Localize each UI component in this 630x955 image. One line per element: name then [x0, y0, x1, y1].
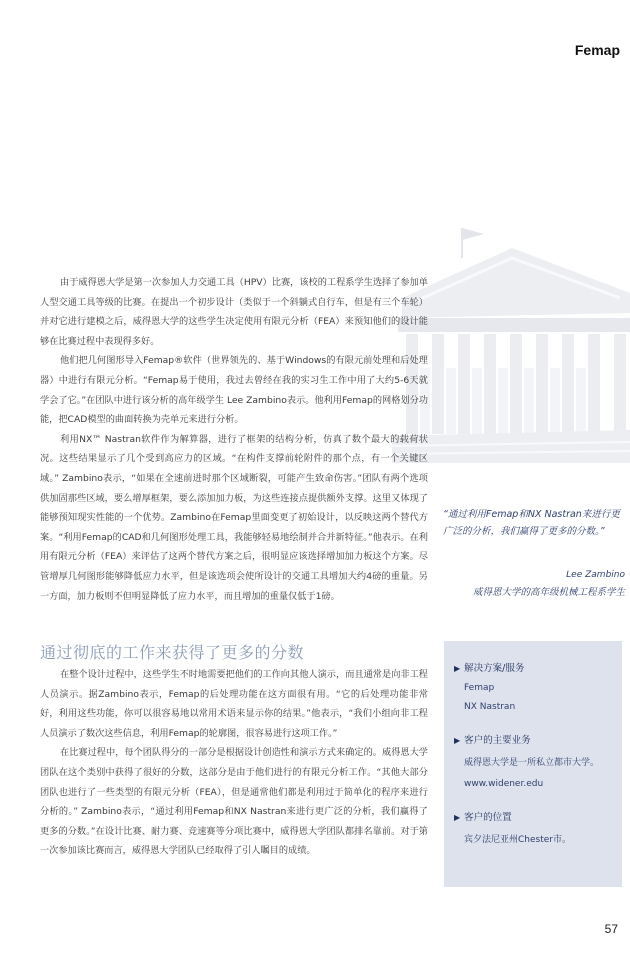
sidebar-item: 威得恩大学是一所私立都市大学。 [464, 758, 600, 768]
page-number: 57 [604, 922, 618, 936]
website-link[interactable]: www.widener.edu [464, 779, 544, 789]
triangle-right-icon: ▶ [454, 813, 461, 822]
body-paragraph-1: 由于威得恩大学是第一次参加人力交通工具（HPV）比赛，该校的工程系学生选择了参加单人型交通工具等级的比赛。在提出一个初步设计（类似于一个斜躺式自行车，但是有三个车轮）并对它进行建模之后，威得恩大学的这些学生决定使用有限元分析（FEA）来预知他们的设计能够在比赛过程中表现得多好。 [40, 277, 428, 347]
body-paragraph-2: 他们把几何图形导入Femap®软件（世界领先的、基于Windows的有限元前处理和后处理器）中进行有限元分析。“Femap易于使用，我过去曾经在我的实习生工作中用了大约5-6天就学会了它。”在团队中进行该分析的高年级学生 Lee Zambino表示。他利用Femap的网格划分功能，把CAD模型的曲面转换为壳单元来进行分析。 [40, 355, 428, 426]
pull-quote [443, 506, 625, 598]
sidebar-section-solutions [444, 641, 622, 712]
sidebar-section-location [444, 789, 622, 845]
sidebar-heading: 解决方案/服务 [464, 663, 525, 674]
sidebar-item: 宾夕法尼亚州Chester市。 [464, 835, 571, 845]
section-paragraph-2: 在比赛过程中，每个团队得分的一部分是根据设计创造性和演示方式来确定的。威得恩大学团队在这个类别中获得了很好的分数，这部分是由于他们进行的有限元分析工作。“其他大部分团队也进行了一些类型的有限元分析（FEA），但是通常他们都是利用过于简单化的程序来进行分析的。” Zambino表示，“通过利用Femap和NX Nastran来进行更广泛的分析，我们赢得了更多的分数。”在设计比赛、耐力赛、竞速赛等分项比赛中，威得恩大学团队都排名靠前。对于第一次参加该比赛而言，威得恩大学团队已经取得了引人瞩目的成绩。 [40, 747, 428, 857]
quote-text: “通过利用Femap和NX Nastran来进行更广泛的分析，我们赢得了更多的分数。” [443, 509, 620, 537]
body-paragraph-3: 利用NX™ Nastran软件作为解算器，进行了框架的结构分析，仿真了数个最大的载荷状况。这些结果显示了几个受到高应力的区域。“在构件支撑前轮附件的那个点，有一个关键区域。” Zambino表示，“如果在全速前进时那个区域断裂，可能产生致命伤害。”团队有两个选项供加固那些区域，要么增厚框架，要么添加加力板，为这些连接点提供额外支撑。这里又体现了能够预知现实性能的一个优势。Zambino在Femap里面变更了初始设计，以反映这两个替代方案。“利用Femap的CAD和几何图形处理工具，我能够轻易地绘制并合并新特征。”他表示。在利用有限元分析（FEA）来评估了这两个替代方案之后，很明显应该选择增加加力板这个方案。尽管增厚几何图形能够降低应力水平，但是该选项会使所设计的交通工具增加大约4磅的重量。另一方面，加力板则不但明显降低了应力水平，而且增加的重量仅低于1磅。 [40, 433, 428, 602]
section-results [40, 640, 428, 861]
sidebar-item: NX Nastran [464, 702, 516, 712]
section-paragraph-1: 在整个设计过程中，这些学生不时地需要把他们的工作向其他人演示，而且通常是向非工程人员演示。据Zambino表示，Femap的后处理功能在这方面很有用。“它的后处理功能非常好，利用这些功能，你可以很容易地以常用术语来显示你的结果。”他表示，“我们小组向非工程人员演示了数次这些信息，利用Femap的轮廓图，很容易进行这项工作。” [40, 669, 428, 739]
sidebar-item: Femap [464, 683, 495, 693]
quote-author-title: 威得恩大学的高年级机械工程系学生 [472, 587, 625, 598]
sidebar-heading: 客户的位置 [464, 812, 512, 823]
section-heading: 通过彻底的工作来获得了更多的分数 [40, 643, 305, 662]
sidebar-heading: 客户的主要业务 [464, 735, 531, 746]
sidebar-section-business [444, 712, 622, 789]
article-body [40, 273, 428, 606]
brand-label: Femap [574, 42, 620, 58]
triangle-right-icon: ▶ [454, 736, 461, 745]
triangle-right-icon: ▶ [454, 664, 461, 673]
quote-author: Lee Zambino [566, 570, 625, 580]
customer-info-sidebar [444, 641, 622, 887]
